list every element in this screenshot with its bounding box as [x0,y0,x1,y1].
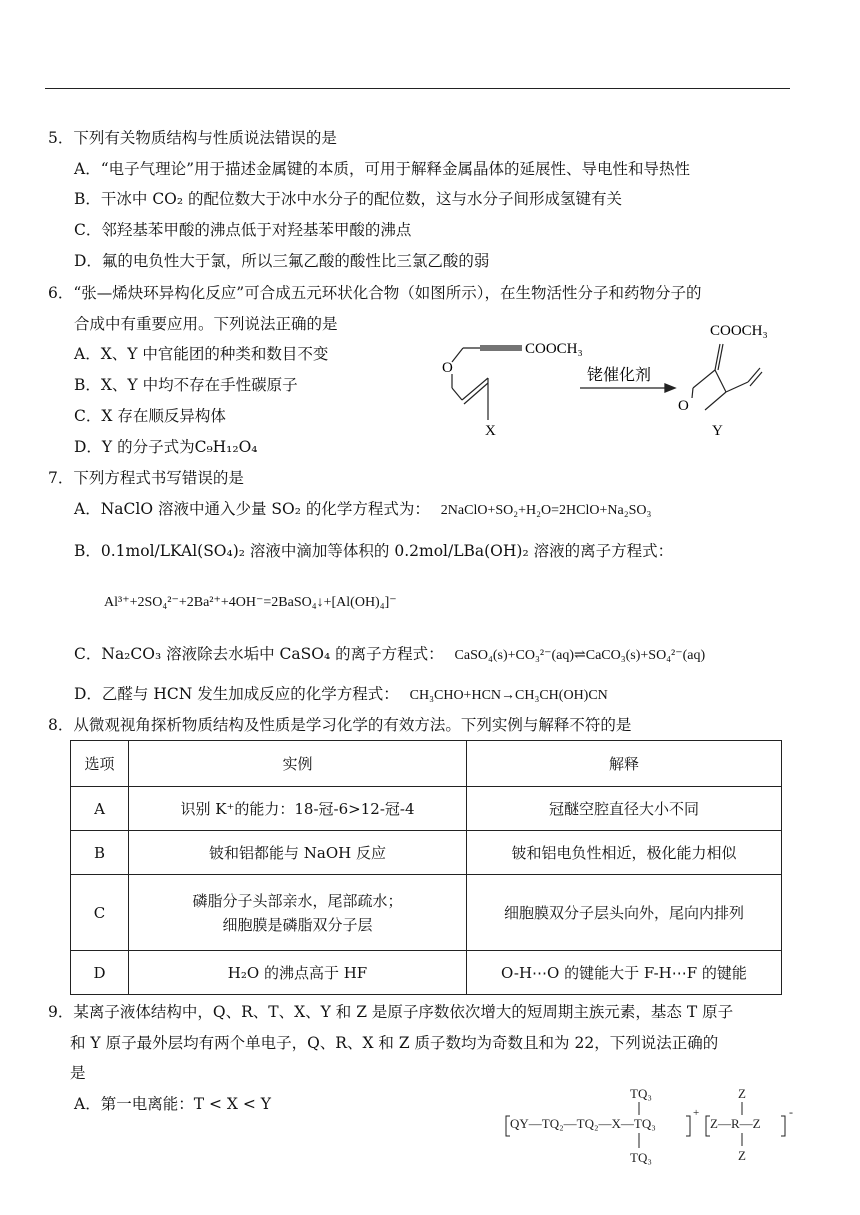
q7-b-text: 0.1mol/LKAl(SO₄)₂ 溶液中滴加等体积的 0.2mol/LBa(OH)₂ 溶液的离子方程式： [100,542,674,560]
q7-d-text: D．乙醛与 HCN 发生加成反应的化学方程式： [74,685,399,703]
x-label: X [485,423,496,439]
x-ring-oxygen: O [442,360,453,376]
q6-option-b: B．X、Y 中均不存在手性碳原子 [74,376,298,394]
q7-stem: 7．下列方程式书写错误的是 [48,469,244,487]
x-ester-group: COOCH₃ [525,341,583,357]
table-row [71,951,782,995]
q6-option-a: A．X、Y 中官能团的种类和数目不变 [74,345,329,363]
anion-charge: - [789,1105,793,1119]
row-example: 识别 K⁺的能力：18-冠-6>12-冠-4 [129,787,467,831]
q7-option-c [74,644,705,666]
q9-option-a: A．第一电离能：T < X < Y [74,1095,271,1113]
table-header-row [71,741,782,787]
q7-a-label: A． [74,500,101,518]
q7-d-equation: CH₃CHO+HCN→CH₃CH(OH)CN [409,688,608,703]
row-explanation: 细胞膜双分子层头向外，尾向内排列 [467,875,782,951]
header-explanation: 解释 [467,741,782,787]
cation-charge: + [693,1107,700,1119]
row-option: C [71,875,129,951]
row-option: B [71,831,129,875]
q5-option-d: D．氟的电负性大于氯，所以三氟乙酸的酸性比三氯乙酸的弱 [74,252,490,270]
q7-b-equation: Al³⁺+2SO₄²⁻+2Ba²⁺+4OH⁻=2BaSO₄↓+[Al(OH)₄]⁻ [104,595,397,610]
row-explanation: 铍和铝电负性相近，极化能力相似 [467,831,782,875]
header-example: 实例 [129,741,467,787]
catalyst-label: 铑催化剂 [587,367,652,384]
q7-c-label: C． [74,645,102,663]
q6-option-c: C．X 存在顺反异构体 [74,407,226,425]
q8-table [70,740,782,995]
q9-stem-line3: 是 [70,1064,86,1082]
cation-top-group: TQ₃ [630,1086,652,1101]
q5-option-a: A．“电子气理论”用于描述金属键的本质，可用于解释金属晶体的延展性、导电性和导热性 [74,160,691,178]
q7-a-equation: 2NaClO+SO₂+H₂O=2HClO+Na₂SO₃ [440,503,652,518]
q7-option-a [74,499,651,521]
table-row [71,831,782,875]
q7-option-d [74,684,608,706]
q9-stem-line1: 9．某离子液体结构中，Q、R、T、X、Y 和 Z 是原子序数依次增大的短周期主族元素，基态 T 原子 [48,1003,734,1021]
row-example: 铍和铝都能与 NaOH 反应 [129,831,467,875]
header-rule [45,88,790,89]
anion-bottom: Z [738,1148,746,1163]
q7-b-label: B． [74,542,101,560]
row-example-line1: 磷脂分子头部亲水，尾部疏水； [192,891,403,910]
table-row [71,875,782,951]
row-option: A [71,787,129,831]
header-option: 选项 [71,741,129,787]
row-example [129,875,467,951]
q6-option-d: D．Y 的分子式为C₉H₁₂O₄ [74,438,258,456]
y-ring-oxygen: O [678,398,689,414]
row-example-line2: 细胞膜是磷脂双分子层 [222,915,373,934]
y-label: Y [712,423,723,439]
q5-option-c: C．邻羟基苯甲酸的沸点低于对羟基苯甲酸的沸点 [74,221,412,239]
cation-chain: QY—TQ₂—TQ₂—X—TQ₃ [510,1116,656,1131]
row-example: H₂O 的沸点高于 HF [129,951,467,995]
table-row [71,787,782,831]
q7-c-equation: CaSO₄(s)+CO₃²⁻(aq)⇌CaCO₃(s)+SO₄²⁻(aq) [454,648,706,663]
cation-bottom-group: TQ₃ [630,1150,652,1165]
q5-stem: 5．下列有关物质结构与性质说法错误的是 [48,129,337,147]
q6-reaction-figure [430,310,790,440]
y-ester-group: COOCH₃ [710,323,768,339]
q6-stem-line2: 合成中有重要应用。下列说法正确的是 [74,315,338,333]
anion-center: Z—R—Z [710,1116,761,1131]
q9-ionic-structure [500,1080,800,1175]
q9-stem-line2: 和 Y 原子最外层均有两个单电子，Q、R、X 和 Z 质子数均为奇数且和为 22，下列说法正确的 [70,1034,719,1052]
q8-stem: 8．从微观视角探析物质结构及性质是学习化学的有效方法。下列实例与解释不符的是 [48,716,632,734]
q7-c-text: Na₂CO₃ 溶液除去水垢中 CaSO₄ 的离子方程式： [101,645,444,663]
row-explanation: 冠醚空腔直径大小不同 [467,787,782,831]
q5-option-b: B．干冰中 CO₂ 的配位数大于冰中水分子的配位数，这与水分子间形成氢键有关 [74,190,623,208]
q7-option-b [74,541,673,561]
q7-a-text: NaClO 溶液中通入少量 SO₂ 的化学方程式为： [100,500,430,518]
anion-top: Z [738,1086,746,1101]
q6-stem-line1: 6．“张—烯炔环异构化反应”可合成五元环状化合物（如图所示），在生物活性分子和药物分子的 [48,284,702,302]
row-explanation: O-H⋯O 的键能大于 F-H⋯F 的键能 [467,951,782,995]
row-option: D [71,951,129,995]
